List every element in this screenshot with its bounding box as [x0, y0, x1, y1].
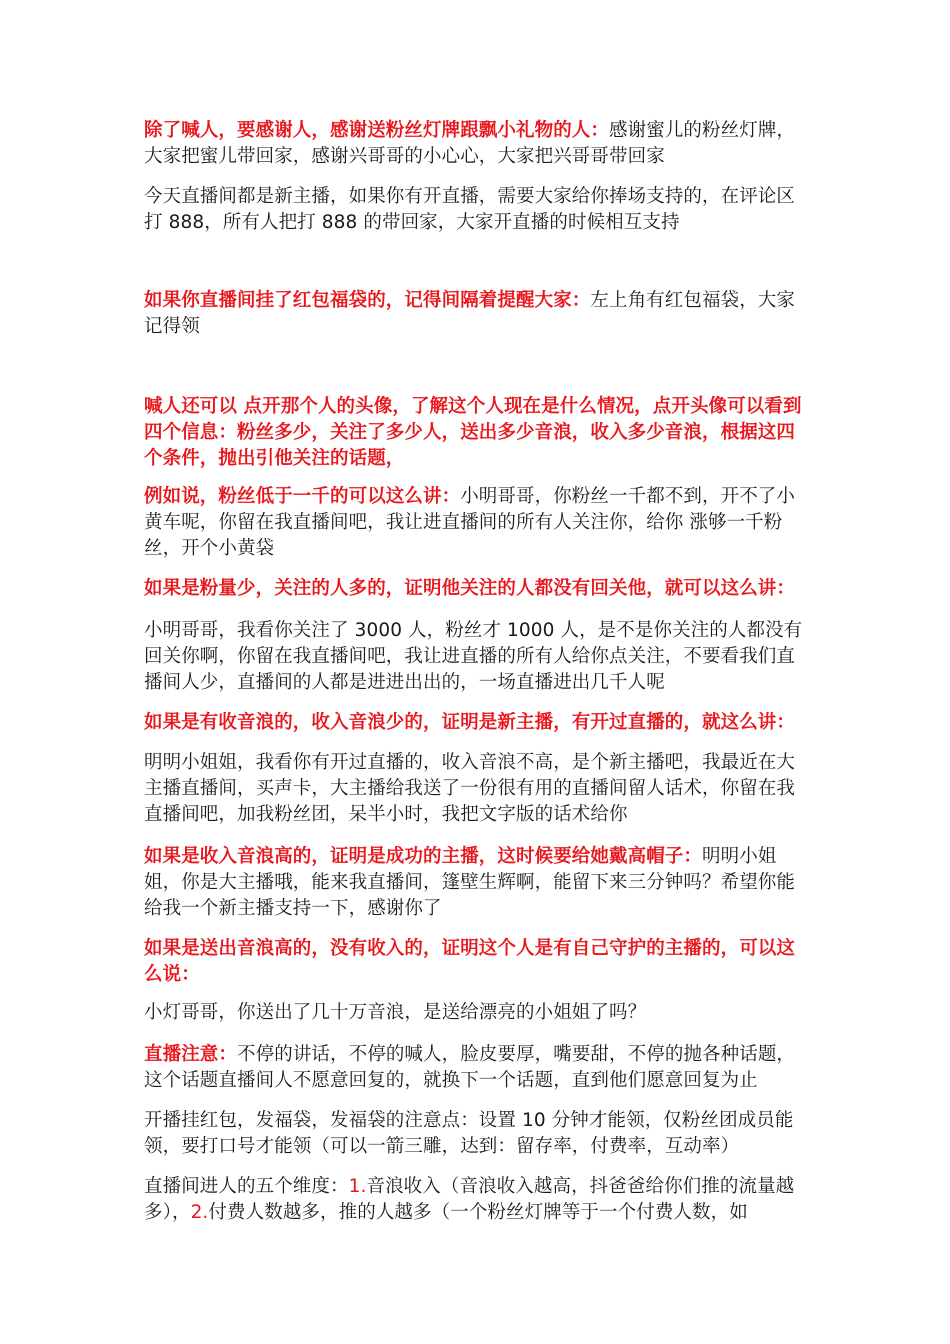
paragraph-follow-many: [144, 576, 808, 602]
highlight-heading: 除了喊人，要感谢人，感谢送粉丝灯牌跟飘小礼物的人：: [144, 120, 610, 141]
highlight-heading: 如果是送出音浪高的，没有收入的，证明这个人是有自己守护的主播的，可以这么说：: [144, 938, 796, 985]
paragraph-lucky-bag: [144, 1108, 808, 1160]
body-text: 开播挂红包，发福袋，发福袋的注意点：设置 10 分钟才能领，仅粉丝团成员能领，要打口号才能领（可以一箭三雕，达到：留存率，付费率，互动率）: [144, 1110, 794, 1157]
body-text: 直播间进人的五个维度：: [144, 1176, 349, 1197]
paragraph-low-fans: [144, 484, 808, 562]
body-text: 音浪收入（音浪收入越高，抖爸爸给你们推的流量越多），: [144, 1176, 795, 1223]
body-text: 付费人数越多，推的人越多（一个粉丝灯牌等于一个付费人数，如: [208, 1202, 748, 1223]
paragraph-avatar-info: [144, 394, 808, 472]
body-text: 感谢蜜儿的粉丝灯牌，大家把蜜儿带回家，感谢兴哥哥的小心心，大家把兴哥哥带回家: [144, 120, 796, 167]
paragraph-follow-many-script: [144, 618, 808, 696]
highlight-heading: 如果是收入音浪高的，证明是成功的主播，这时候要给她戴高帽子：: [144, 846, 703, 867]
highlight-heading: 例如说，粉丝低于一千的可以这么讲：: [144, 486, 461, 507]
highlight-heading: 如果是有收音浪的，收入音浪少的，证明是新主播，有开过直播的，就这么讲：: [144, 712, 796, 733]
highlight-heading: 如果你直播间挂了红包福袋的，记得间隔着提醒大家：: [144, 290, 591, 311]
body-text: 小明哥哥，我看你关注了 3000 人，粉丝才 1000 人，是不是你关注的人都没有回关你啊，你留在我直播间吧，我让进直播的所有人给你点关注，不要看我们直播间人少，直播间的人都是进进出出的，一场直播进出几千人呢: [144, 620, 803, 693]
body-text: 左上角有红包福袋，大家记得领: [144, 290, 796, 337]
paragraph-thank-gifts: [144, 118, 808, 170]
body-text: 不停的讲话，不停的喊人，脸皮要厚，嘴要甜，不停的抛各种话题，这个话题直播间人不愿意回复的，就换下一个话题，直到他们愿意回复为止: [144, 1044, 796, 1091]
highlight-heading: 直播注意：: [144, 1044, 238, 1065]
body-text: 小灯哥哥，你送出了几十万音浪，是送给漂亮的小姐姐了吗？: [144, 1002, 647, 1023]
highlight-heading: 如果是粉量少，关注的人多的，证明他关注的人都没有回关他，就可以这么讲：: [144, 578, 796, 599]
paragraph-high-gifting-script: [144, 1000, 808, 1026]
paragraph-high-income: [144, 844, 808, 922]
paragraph-low-income-script: [144, 750, 808, 828]
body-text: 明明小姐姐，你是大主播哦，能来我直播间，篷壁生辉啊，能留下来三分钟吗？希望你能给我一个新主播支持一下，感谢你了: [144, 846, 796, 919]
highlight-heading: 喊人还可以 点开那个人的头像，了解这个人现在是什么情况，点开头像可以看到四个信息：粉丝多少，关注了多少人，送出多少音浪，收入多少音浪，根据这四个条件，抛出引他关注的话题，: [144, 396, 802, 469]
list-number: 1.: [348, 1176, 367, 1197]
list-number: 2.: [190, 1202, 209, 1223]
paragraph-five-dimensions: [144, 1174, 808, 1226]
paragraph-low-income: [144, 710, 808, 736]
paragraph-high-gifting: [144, 936, 808, 988]
body-text: 小明哥哥，你粉丝一千都不到，开不了小黄车呢，你留在我直播间吧，我让进直播间的所有人关注你，给你 涨够一千粉丝，开个小黄袋: [144, 486, 796, 559]
paragraph-new-streamers: [144, 184, 808, 236]
body-text: 今天直播间都是新主播，如果你有开直播，需要大家给你捧场支持的，在评论区打 888，所有人把打 888 的带回家，大家开直播的时候相互支持: [144, 186, 796, 233]
body-text: 明明小姐姐，我看你有开过直播的，收入音浪不高，是个新主播吧，我最近在大主播直播间，买声卡，大主播给我送了一份很有用的直播间留人话术，你留在我直播间吧，加我粉丝团，呆半小时，我把文字版的话术给你: [144, 752, 796, 825]
paragraph-red-envelope: [144, 288, 808, 340]
paragraph-stream-notes: [144, 1042, 808, 1094]
